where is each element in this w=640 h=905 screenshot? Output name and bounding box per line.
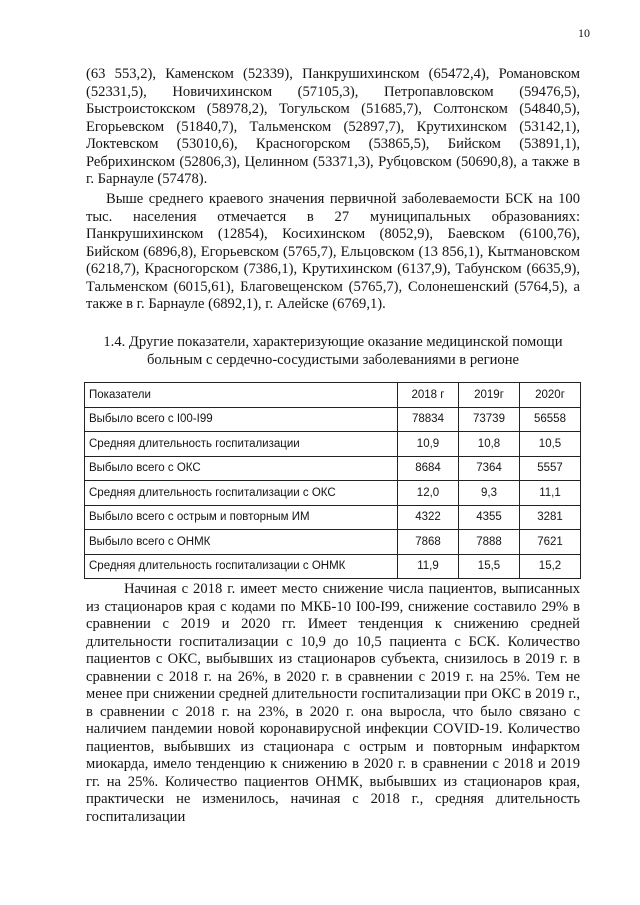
page-number: 10 <box>578 26 590 40</box>
cell-2020: 10,5 <box>520 432 581 457</box>
cell-2019: 7888 <box>459 530 520 555</box>
cell-2020: 5557 <box>520 456 581 481</box>
row-label: Выбыло всего с ОНМК <box>85 530 398 555</box>
cell-2019: 15,5 <box>459 554 520 579</box>
table-row <box>85 554 581 579</box>
cell-2019: 4355 <box>459 505 520 530</box>
header-2018: 2018 г <box>398 383 459 408</box>
cell-2019: 10,8 <box>459 432 520 457</box>
row-label: Средняя длительность госпитализации <box>85 432 398 457</box>
table-row <box>85 432 581 457</box>
section-heading: 1.4. Другие показатели, характеризующие оказание медицинской помощи больным с сердечно-сосудистыми заболеваниями в регионе <box>103 334 563 368</box>
table-row <box>85 481 581 506</box>
cell-2018: 7868 <box>398 530 459 555</box>
cell-2018: 78834 <box>398 407 459 432</box>
cell-2018: 4322 <box>398 505 459 530</box>
table-row <box>85 505 581 530</box>
cell-2020: 3281 <box>520 505 581 530</box>
cell-2019: 73739 <box>459 407 520 432</box>
table-row <box>85 530 581 555</box>
cell-2018: 11,9 <box>398 554 459 579</box>
paragraph-municipal-list: (63 553,2), Каменском (52339), Панкрушихинском (65472,4), Романовском (52331,5), Новичихинском (57105,3), Петропавловском (59476,5), Быстроистокском (58978,2), Тогульском (51685,7), Солтонском (54840,5), Егорьевском (51840,7), Тальменском (52897,7), Крутихинском (53142,1), Локтевском (53010,6), Красногорском (53865,5), Бийском (53891,1), Ребрихинском (52806,3), Целинном (53371,3), Рубцовском (50690,8), а также в г. Барнауле (57478). <box>86 66 580 187</box>
row-label: Выбыло всего с I00-I99 <box>85 407 398 432</box>
row-label: Выбыло всего с ОКС <box>85 456 398 481</box>
cell-2020: 15,2 <box>520 554 581 579</box>
cell-2018: 8684 <box>398 456 459 481</box>
cell-2019: 7364 <box>459 456 520 481</box>
cell-2018: 12,0 <box>398 481 459 506</box>
header-2019: 2019г <box>459 383 520 408</box>
cell-2020: 7621 <box>520 530 581 555</box>
header-indicator: Показатели <box>85 383 398 408</box>
indicators-table <box>84 382 581 579</box>
row-label: Средняя длительность госпитализации с ОКС <box>85 481 398 506</box>
paragraph-analysis: Начиная с 2018 г. имеет место снижение числа пациентов, выписанных из стационаров края с кодами по МКБ-10 I00-I99, снижение составило 29% в сравнении с 2019 и 2020 гг. Имеет тенденция к снижению средней длительности госпитализации с 10,9 до 10,5 пациента с БСК. Количество пациентов с ОКС, выбывших из стационаров субъекта, снизилось в 2019 г. в сравнении с 2018 г. на 26%, в 2020 г. в сравнении с 2019 г. на 25%. Тем не менее при снижении средней длительности госпитализации при ОКС в 2019 г., в сравнении с 2018 г. на 23%, в 2020 г. она выросла, что было связано с наличием пандемии новой коронавирусной инфекции COVID-19. Количество пациентов, выбывших из стационара с острым и повторным инфарктом миокарда, имело тенденцию к снижению в 2020 г. в сравнении с 2018 и 2019 гг. на 25%. Количество пациентов ОНМК, выбывших из стационаров края, практически не изменилось, начиная с 2018 г., средняя длительность госпитализации <box>86 581 580 825</box>
cell-2020: 11,1 <box>520 481 581 506</box>
table-header-row <box>85 383 581 408</box>
header-2020: 2020г <box>520 383 581 408</box>
cell-2020: 56558 <box>520 407 581 432</box>
table-row <box>85 456 581 481</box>
row-label: Средняя длительность госпитализации с ОНМК <box>85 554 398 579</box>
table-row <box>85 407 581 432</box>
cell-2019: 9,3 <box>459 481 520 506</box>
paragraph-above-average: Выше среднего краевого значения первичной заболеваемости БСК на 100 тыс. населения отмечается в 27 муниципальных образованиях: Панкрушихинском (12854), Косихинском (8052,9), Баевском (6100,76), Бийском (6896,8), Егорьевском (5765,7), Ельцовском (13 856,1), Кытмановском (6218,7), Красногорском (7386,1), Крутихинском (6137,9), Табунском (6635,9), Тальменском (6015,61), Благовещенском (5765,7), Солонешенский (5764,5), а также в г. Барнауле (6892,1), г. Алейске (6769,1). <box>86 191 580 312</box>
row-label: Выбыло всего с острым и повторным ИМ <box>85 505 398 530</box>
cell-2018: 10,9 <box>398 432 459 457</box>
